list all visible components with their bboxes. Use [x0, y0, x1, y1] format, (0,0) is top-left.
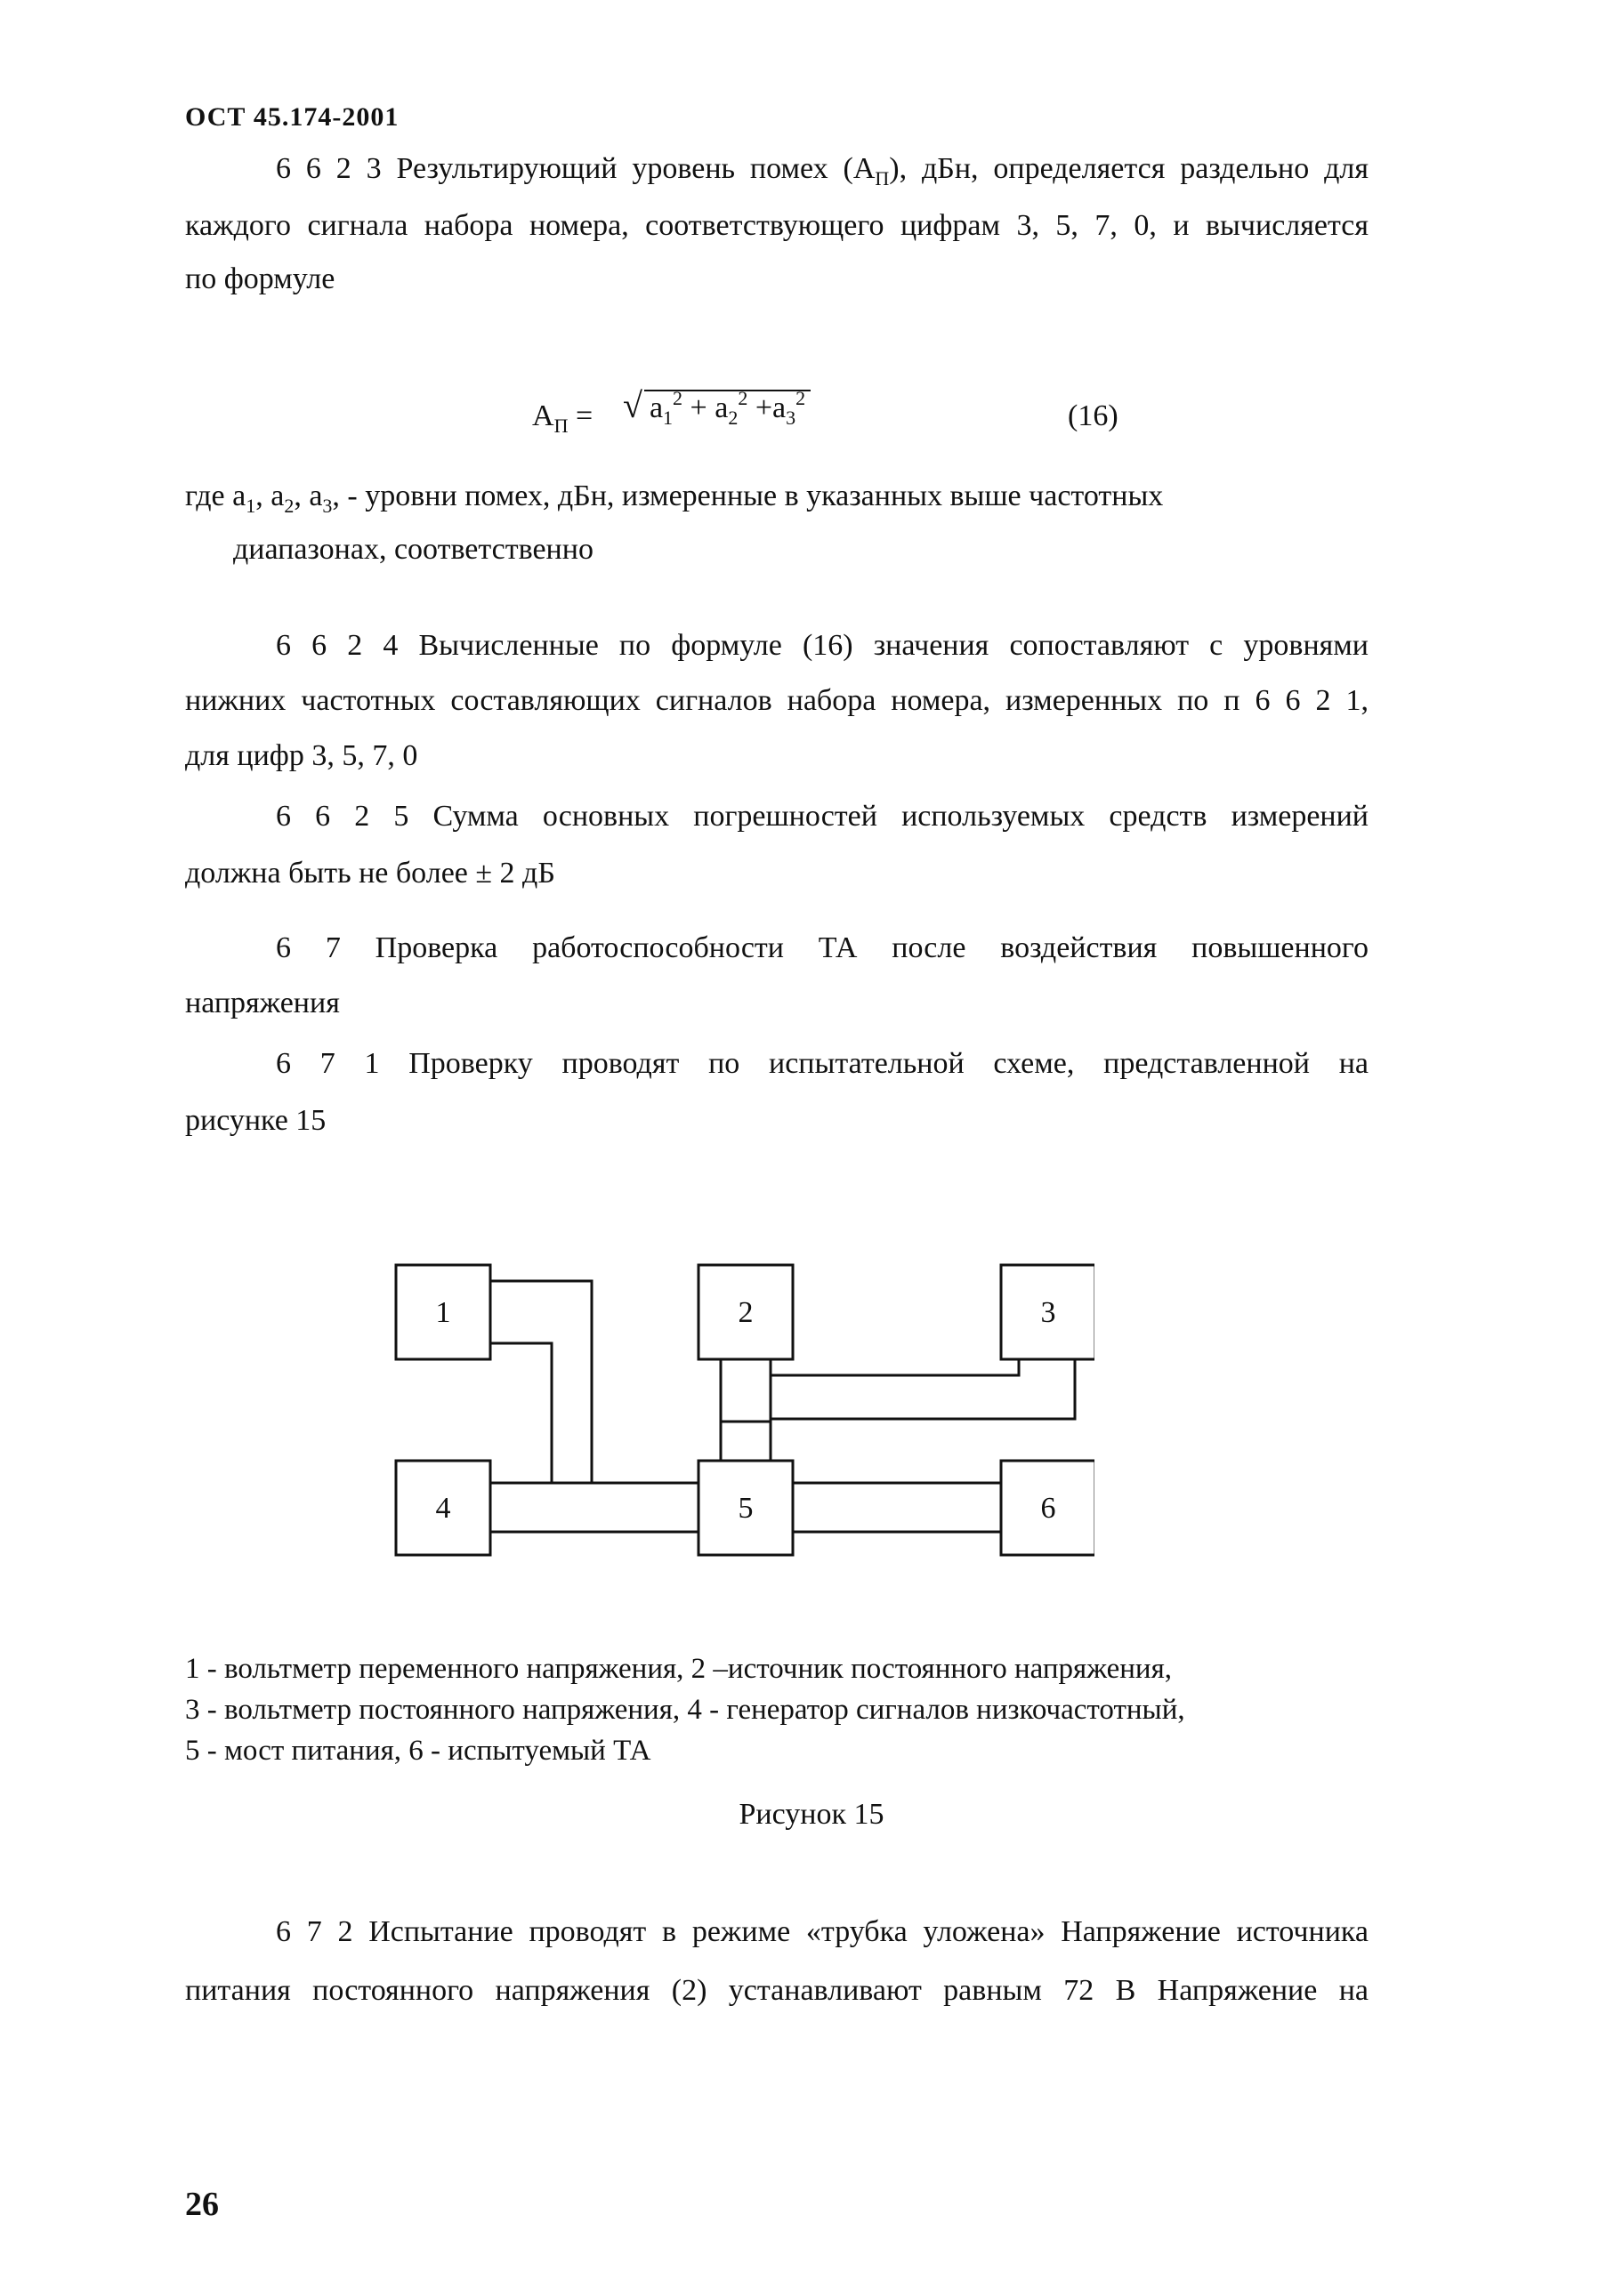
p6625-line2: должна быть не более ± 2 дБ [185, 857, 555, 890]
p67-line2: напряжения [185, 987, 340, 1019]
block-3-label: 3 [1040, 1296, 1056, 1329]
p67-line1: 6 7 Проверка работоспособности ТА после воздействия повышенного [276, 931, 1369, 964]
p6624-line3: для цифр 3, 5, 7, 0 [185, 739, 418, 772]
where-line2: диапазонах, соответственно [233, 533, 593, 566]
p6625-line1: 6 6 2 5 Сумма основных погрешностей используемых средств измерений [276, 800, 1369, 833]
p672-line2: питания постоянного напряжения (2) устанавливают равным 72 В Напряжение на [185, 1974, 1369, 2007]
p671-line2: рисунке 15 [185, 1104, 327, 1137]
legend-line2: 3 - вольтметр постоянного напряжения, 4 - генератор сигналов низкочастотный, [185, 1694, 1185, 1726]
block-2-label: 2 [738, 1296, 754, 1329]
p672-line1: 6 7 2 Испытание проводят в режиме «трубка уложена» Напряжение источника [276, 1915, 1369, 1948]
page-number: 26 [185, 2186, 219, 2223]
p6623-line3: по формуле [185, 262, 335, 295]
p6624-line1: 6 6 2 4 Вычисленные по формуле (16) значения сопоставляют с уровнями [276, 629, 1369, 662]
legend-line3: 5 - мост питания, 6 - испытуемый ТА [185, 1735, 651, 1767]
block-5-label: 5 [738, 1492, 754, 1525]
figure-caption: Рисунок 15 [739, 1798, 884, 1831]
formula-number: (16) [1068, 399, 1118, 432]
root-sign: √ [623, 385, 642, 425]
formula-radical: √ $a_1^2 + a_2^2 +a_3^2$ [623, 388, 811, 429]
wire-3-a [771, 1359, 1019, 1375]
block-4-label: 4 [435, 1492, 451, 1525]
test-circuit-diagram [383, 1254, 1094, 1575]
where-line1: где $a_1$, $a_2$, $a_3$, - уровни помех, дБн, измеренные в указанных выше частотных [185, 479, 1164, 517]
wire-1-bottom [490, 1343, 552, 1483]
p6623-line1: 6 6 2 3 Результирующий уровень помех $(A_П)$, дБн, определяется раздельно для [276, 152, 1369, 189]
document-header: ОСТ 45.174-2001 [185, 102, 400, 132]
block-6-label: 6 [1040, 1492, 1056, 1525]
block-1-label: 1 [435, 1296, 451, 1329]
formula-lhs: $A_П$ = [532, 399, 593, 437]
p6623-line2: каждого сигнала набора номера, соответствующего цифрам 3, 5, 7, 0, и вычисляется [185, 209, 1369, 242]
p6624-line2: нижних частотных составляющих сигналов набора номера, измеренных по п 6 6 2 1, [185, 684, 1369, 717]
wire-1-top [490, 1281, 592, 1483]
p671-line1: 6 7 1 Проверку проводят по испытательной схеме, представленной на [276, 1047, 1369, 1080]
wire-3-b [771, 1359, 1075, 1419]
legend-line1: 1 - вольтметр переменного напряжения, 2 –источник постоянного напряжения, [185, 1653, 1172, 1685]
